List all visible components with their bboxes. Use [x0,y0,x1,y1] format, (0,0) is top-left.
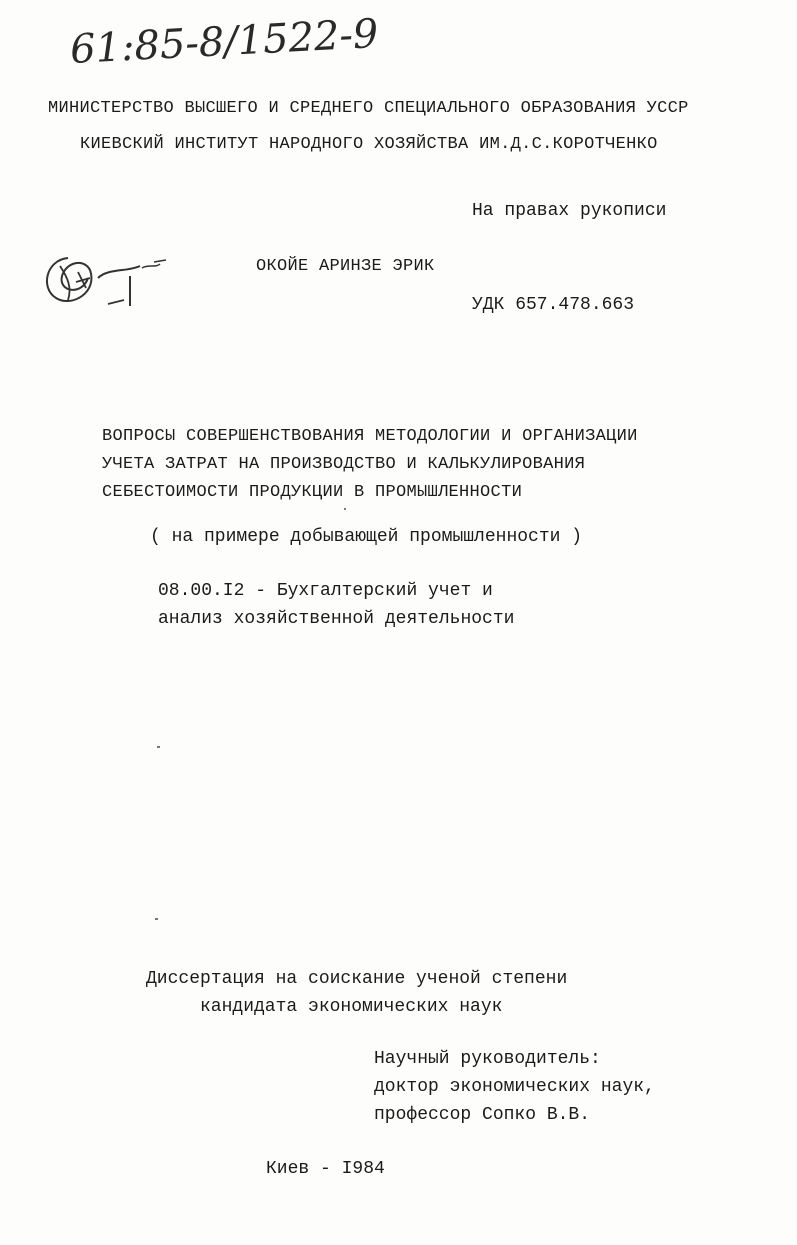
supervisor-line-2: доктор экономических наук, [374,1077,655,1097]
subtitle: ( на примере добывающей промышленности ) [150,527,583,547]
ministry-heading: МИНИСТЕРСТВО ВЫСШЕГО И СРЕДНЕГО СПЕЦИАЛЬНОГО ОБРАЗОВАНИЯ УССР [48,99,689,118]
scan-speck [157,746,160,748]
title-line-1: ВОПРОСЫ СОВЕРШЕНСТВОВАНИЯ МЕТОДОЛОГИИ И ОРГАНИЗАЦИИ [102,427,638,446]
dissertation-line-1: Диссертация на соискание ученой степени [146,969,568,989]
signature-icon [38,248,178,318]
udk-code: УДК 657.478.663 [472,295,635,315]
author-name: ОКОЙЕ АРИНЗЕ ЭРИК [256,257,435,276]
city-year: Киев - I984 [266,1159,385,1179]
supervisor-line-3: профессор Сопко В.В. [374,1105,591,1125]
manuscript-note: На правах рукописи [472,201,667,221]
title-line-3: СЕБЕСТОИМОСТИ ПРОДУКЦИИ В ПРОМЫШЛЕННОСТИ [102,483,523,502]
specialty-line-2: анализ хозяйственной деятельности [158,609,515,629]
specialty-line-1: 08.00.I2 - Бухгалтерский учет и [158,581,493,601]
institute-heading: КИЕВСКИЙ ИНСТИТУТ НАРОДНОГО ХОЗЯЙСТВА ИМ.Д.С.КОРОТЧЕНКО [80,135,658,154]
dissertation-line-2: кандидата экономических наук [200,997,503,1017]
scan-speck [155,918,158,920]
scan-speck [344,508,346,510]
archive-number-handwritten: 61:85-8/1522-9 [69,10,380,74]
title-line-2: УЧЕТА ЗАТРАТ НА ПРОИЗВОДСТВО И КАЛЬКУЛИРОВАНИЯ [102,455,586,474]
supervisor-line-1: Научный руководитель: [374,1049,601,1069]
